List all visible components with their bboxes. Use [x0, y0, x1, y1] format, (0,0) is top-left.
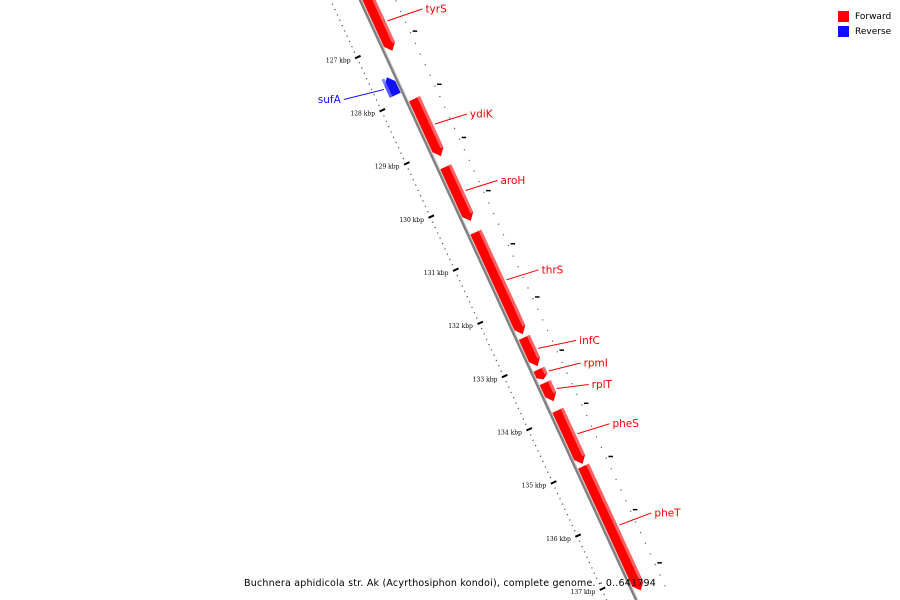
- scale-tick-label: 127 kbp: [325, 57, 351, 65]
- ruler-dot: [471, 307, 472, 308]
- ruler-dot: [464, 291, 465, 292]
- ruler-dot: [339, 20, 340, 21]
- ruler-dot: [452, 264, 453, 265]
- ruler-dot: [354, 51, 355, 52]
- label-leader: [507, 270, 539, 280]
- scale-tick: [404, 162, 409, 165]
- ruler-dot: [439, 238, 440, 239]
- ruler-dot: [366, 78, 367, 79]
- ruler-dot: [579, 541, 580, 542]
- guide-dot: [542, 319, 543, 320]
- ruler-dot: [493, 355, 494, 356]
- ruler-dot: [342, 25, 343, 26]
- guide-dot: [478, 181, 479, 182]
- scale-tick-label: 131 kbp: [423, 270, 449, 278]
- ruler-dot: [413, 179, 414, 180]
- guide-dot: [469, 160, 470, 161]
- label-leader: [619, 513, 651, 525]
- gene-label: rpmI: [583, 357, 608, 370]
- ruler-dot: [532, 440, 533, 441]
- ruler-dot: [569, 519, 570, 520]
- ruler-dot: [391, 131, 392, 132]
- ruler-dot: [547, 472, 548, 473]
- legend-label-reverse: Reverse: [855, 26, 892, 37]
- ruler-dot: [498, 365, 499, 366]
- guide-dot: [659, 574, 660, 575]
- ruler-dot: [488, 344, 489, 345]
- guide-dot: [444, 107, 445, 108]
- gene-arrow[interactable]: [470, 230, 525, 335]
- scale-ticks: [326, 0, 666, 600]
- ruler-dot: [349, 41, 350, 42]
- ruler-dot: [603, 594, 604, 595]
- guide-dot: [532, 298, 533, 299]
- legend: [838, 9, 891, 39]
- guide-dot: [655, 564, 656, 565]
- gene-labels: [318, 3, 681, 525]
- guide-dot: [522, 277, 523, 278]
- guide-dot: [518, 266, 519, 267]
- gene-shading: [586, 464, 643, 583]
- ruler-dot: [486, 339, 487, 340]
- scale-tick-label: 135 kbp: [521, 482, 547, 490]
- gene-ydiK[interactable]: [409, 96, 443, 156]
- guide-dot: [449, 117, 450, 118]
- guide-dot: [615, 479, 616, 480]
- gene-label: thrS: [541, 264, 564, 277]
- guide-dot: [586, 415, 587, 416]
- guide-dot: [640, 532, 641, 533]
- guide-dot: [611, 468, 612, 469]
- ruler-dot: [523, 418, 524, 419]
- guide-dot: [557, 351, 558, 352]
- ruler-dot: [422, 200, 423, 201]
- gene-label: infC: [579, 334, 600, 347]
- ruler-dot: [388, 126, 389, 127]
- label-leader: [465, 180, 497, 190]
- gene-label: pheS: [612, 418, 639, 431]
- guide-dot: [562, 362, 563, 363]
- guide-dot: [434, 85, 435, 86]
- guide-dot: [483, 192, 484, 193]
- ruler-dot: [530, 434, 531, 435]
- guide-dot: [410, 32, 411, 33]
- scale-tick: [380, 109, 385, 112]
- legend-item-reverse: [838, 24, 891, 39]
- ruler-dot: [474, 312, 475, 313]
- label-leader: [344, 90, 384, 100]
- ruler-dot: [398, 147, 399, 148]
- ruler-dot: [378, 105, 379, 106]
- ruler-dot: [518, 408, 519, 409]
- guide-dot: [606, 458, 607, 459]
- ruler-dot: [506, 381, 507, 382]
- ruler-dot: [572, 525, 573, 526]
- ruler-dot: [589, 562, 590, 563]
- map-caption: Buchnera aphidicola str. Ak (Acyrthosiphon kondoi), complete genome. - 0..641794: [244, 578, 656, 589]
- label-leader: [557, 385, 589, 389]
- scale-tick-label: 137 kbp: [570, 589, 596, 597]
- ruler-dot: [447, 254, 448, 255]
- guide-dot: [650, 553, 651, 554]
- ruler-dot: [393, 137, 394, 138]
- guide-dot: [571, 383, 572, 384]
- ruler-dot: [432, 222, 433, 223]
- label-leader: [577, 424, 609, 434]
- ruler-dot: [449, 259, 450, 260]
- legend-label-forward: Forward: [855, 11, 892, 22]
- ruler-dot: [562, 503, 563, 504]
- ruler-dot: [369, 83, 370, 84]
- scale-tick-label: 134 kbp: [497, 429, 522, 437]
- guide-dot: [503, 234, 504, 235]
- ruler-dot: [554, 487, 555, 488]
- ruler-dot: [510, 392, 511, 393]
- ruler-dot: [376, 99, 377, 100]
- guide-dot: [625, 500, 626, 501]
- scale-tick-label: 129 kbp: [374, 163, 400, 171]
- guide-dot: [498, 224, 499, 225]
- ruler-dot: [334, 9, 335, 10]
- ruler-dot: [347, 36, 348, 37]
- ruler-dot: [550, 477, 551, 478]
- ruler-dot: [344, 30, 345, 31]
- ruler-dot: [425, 206, 426, 207]
- ruler-dot: [564, 509, 565, 510]
- ruler-dot: [476, 317, 477, 318]
- scale-tick: [526, 428, 531, 431]
- ruler-dot: [400, 153, 401, 154]
- ruler-dot: [395, 142, 396, 143]
- ruler-dot: [515, 402, 516, 403]
- ruler-dot: [567, 514, 568, 515]
- guide-dot: [415, 43, 416, 44]
- ruler-dot: [444, 248, 445, 249]
- ruler-dot: [466, 296, 467, 297]
- ruler-dot: [351, 46, 352, 47]
- reverse-swatch: [838, 26, 849, 37]
- guide-dot: [395, 0, 396, 1]
- guide-dot: [547, 330, 548, 331]
- ruler-dot: [481, 328, 482, 329]
- label-leader: [387, 9, 422, 21]
- label-leader: [549, 363, 581, 371]
- ruler-dot: [535, 445, 536, 446]
- gene-label: pheT: [654, 507, 681, 520]
- ruler-dot: [437, 232, 438, 233]
- guide-dot: [576, 394, 577, 395]
- guide-dot: [474, 170, 475, 171]
- scale-tick: [355, 56, 360, 59]
- guide-dot: [439, 96, 440, 97]
- scale-tick: [575, 534, 580, 537]
- gene-shading: [479, 230, 526, 327]
- ruler-dot: [410, 174, 411, 175]
- ruler-dot: [594, 573, 595, 574]
- ruler-dot: [462, 285, 463, 286]
- guide-dot: [527, 287, 528, 288]
- guide-dot: [425, 64, 426, 65]
- ruler-dot: [435, 227, 436, 228]
- guide-dot: [591, 426, 592, 427]
- scale-tick: [551, 481, 556, 484]
- guide-dot: [508, 245, 509, 246]
- ruler-dot: [459, 280, 460, 281]
- gene-thrS[interactable]: [470, 230, 525, 335]
- guide-dot: [429, 75, 430, 76]
- ruler-dot: [591, 567, 592, 568]
- guide-dot: [513, 255, 514, 256]
- ruler-dot: [457, 275, 458, 276]
- guide-dot: [596, 436, 597, 437]
- guide-dot: [454, 128, 455, 129]
- forward-swatch: [838, 11, 849, 22]
- ruler-dot: [513, 397, 514, 398]
- ruler-dot: [359, 62, 360, 63]
- legend-item-forward: [838, 9, 891, 24]
- ruler-dot: [383, 115, 384, 116]
- gene-label: ydiK: [469, 108, 493, 121]
- ruler-dot: [501, 371, 502, 372]
- guide-dot: [405, 22, 406, 23]
- guide-dot: [601, 447, 602, 448]
- label-leader: [538, 340, 576, 348]
- ruler-dot: [520, 413, 521, 414]
- ruler-dot: [491, 349, 492, 350]
- ruler-dot: [373, 94, 374, 95]
- guide-dot: [420, 53, 421, 54]
- ruler-dot: [337, 14, 338, 15]
- ruler-dot: [417, 190, 418, 191]
- guide-dot: [459, 138, 460, 139]
- ruler-dot: [542, 461, 543, 462]
- gene-features: [363, 0, 644, 591]
- scale-tick-label: 128 kbp: [350, 110, 376, 118]
- ruler-dot: [581, 546, 582, 547]
- gene-label: tyrS: [425, 3, 447, 16]
- scale-tick: [502, 375, 507, 378]
- scale-tick-label: 132 kbp: [448, 323, 473, 331]
- ruler-dot: [540, 456, 541, 457]
- guide-dot: [552, 341, 553, 342]
- ruler-dot: [574, 530, 575, 531]
- scale-tick: [453, 268, 458, 271]
- guide-dot: [566, 372, 567, 373]
- ruler-dot: [559, 498, 560, 499]
- ruler-dot: [408, 168, 409, 169]
- guide-dot: [645, 543, 646, 544]
- ruler-dot: [469, 301, 470, 302]
- scale-tick: [477, 322, 482, 325]
- guide-dot: [493, 213, 494, 214]
- ruler-dot: [420, 195, 421, 196]
- ruler-dot: [442, 243, 443, 244]
- gene-arrow[interactable]: [578, 464, 643, 591]
- ruler-dot: [361, 67, 362, 68]
- ruler-dot: [484, 333, 485, 334]
- gene-arrow[interactable]: [409, 96, 443, 156]
- guide-dot: [620, 489, 621, 490]
- guide-dot: [581, 404, 582, 405]
- ruler-dot: [496, 360, 497, 361]
- ruler-dot: [557, 493, 558, 494]
- scale-tick-label: 136 kbp: [546, 535, 571, 543]
- ruler-dot: [332, 4, 333, 5]
- ruler-dot: [584, 551, 585, 552]
- gene-pheT[interactable]: [578, 464, 643, 591]
- guide-dot: [635, 521, 636, 522]
- scale-tick-label: 130 kbp: [399, 216, 424, 224]
- ruler-dot: [586, 557, 587, 558]
- guide-dot: [488, 202, 489, 203]
- gene-label: sufA: [317, 94, 341, 107]
- ruler-dot: [508, 386, 509, 387]
- label-leader: [435, 114, 467, 124]
- gene-label: aroH: [500, 174, 526, 187]
- ruler-dot: [415, 184, 416, 185]
- ruler-dot: [386, 121, 387, 122]
- ruler-dot: [525, 424, 526, 425]
- scale-tick-label: 133 kbp: [472, 376, 498, 384]
- gene-label: rplT: [591, 379, 612, 392]
- ruler-dot: [364, 73, 365, 74]
- guide-dot: [400, 11, 401, 12]
- guide-dot: [537, 309, 538, 310]
- ruler-dot: [545, 466, 546, 467]
- ruler-dot: [537, 450, 538, 451]
- ruler-dot: [371, 89, 372, 90]
- guide-dot: [464, 149, 465, 150]
- ruler-dot: [403, 158, 404, 159]
- ruler-dot: [427, 211, 428, 212]
- guide-dot: [630, 511, 631, 512]
- scale-tick: [429, 215, 434, 218]
